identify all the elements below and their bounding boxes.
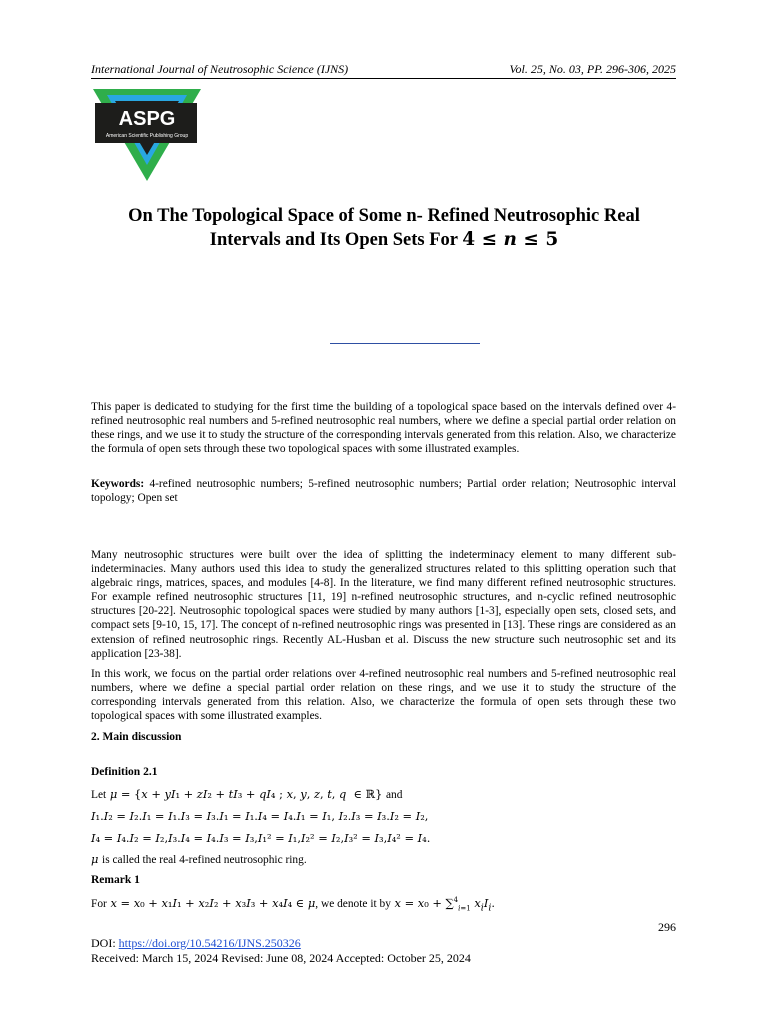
page-number: 296 — [658, 920, 676, 934]
journal-name: International Journal of Neutrosophic Science (IJNS) — [91, 62, 349, 76]
volume-info: Vol. 25, No. 03, PP. 296-306, 2025 — [509, 62, 676, 76]
remark-heading: Remark 1 — [91, 874, 140, 886]
received-dates: Received: March 15, 2024 Revised: June 08, 2024 Accepted: October 25, 2024 — [91, 951, 471, 965]
logo-text: ASPG — [118, 108, 176, 130]
aspg-logo — [93, 89, 201, 181]
abstract: This paper is dedicated to studying for the first time the building of a topological space based on the intervals defined over 4-refined neutrosophic real numbers and 5-refined neutrosophic real numbers, where we define a special partial order relation on these rings, and we use it to study the structure of the corresponding intervals generated from this relation. Also, we characterize the formula of open sets through these two topological spaces with some illustrated examples. — [91, 401, 676, 456]
remark-line: For x = x₀ + x₁I₁ + x₂I₂ + x₃I₃ + x₄I₄ ∈ μ, we denote it by x = x₀ + ∑$^4_{i=1}$ $x_iI_i$. — [91, 896, 495, 914]
definition-line-1: Let μ = {x + yI₁ + zI₂ + tI₃ + qI₄ ; x, y, z, t, q ∈ ℝ} and — [91, 787, 403, 801]
logo-subtitle: American Scientific Publishing Group — [105, 133, 189, 139]
title-line-1: On The Topological Space of Some n- Refined Neutrosophic Real — [128, 206, 640, 226]
paper-title — [80, 204, 688, 252]
intro-paragraph-2: In this work, we focus on the partial order relations over 4-refined neutrosophic real numbers and 5-refined neutrosophic real numbers, where we define a special partial order relation on these rings, and we use it to study the structure of the corresponding intervals generated from this relation. Also, we characterize the formula of open sets through these two topological spaces with some illustrated examples. — [91, 668, 676, 723]
definition-line-2: I₁.I₂ = I₂.I₁ = I₁.I₃ = I₃.I₁ = I₁.I₄ = I₄.I₁ = I₁, I₂.I₃ = I₃.I₂ = I₂, — [91, 809, 429, 823]
running-header — [91, 62, 676, 79]
intro-paragraph-1: Many neutrosophic structures were built over the idea of splitting the indeterminacy element to many different sub-indeterminacies. Many authors used this idea to study the generalized structures related to this splitting operation such that algebraic rings, matrices, spaces, and modules [4-8]. In the literature, we find many different refined neutrosophic structures. For example refined neutrosophic structures [11, 19] n-refined neutrosophic structures, and n-cyclic refined neutrosophic structures [20-22]. Neutrosophic topological spaces were studied by many authors [1-3], especially open sets, closed sets, and compact sets [9-10, 15, 17]. The concept of n-refined neutrosophic rings was presented in [13]. These rings are considered as an extension of refined neutrosophic rings. Recently AL-Husban et al. Discuss the new structure such neutrosophic set and its application [23-38]. — [91, 549, 676, 660]
keywords: Keywords: 4-refined neutrosophic numbers; 5-refined neutrosophic numbers; Partial order relation; Neutrosophic interval topology; Open set — [91, 478, 676, 505]
definition-line-4: μ is called the real 4-refined neutrosophic ring. — [91, 852, 307, 866]
doi-line: DOI: https://doi.org/10.54216/IJNS.250326 — [91, 936, 301, 950]
definition-line-3: I₄ = I₄.I₂ = I₂,I₃.I₄ = I₄.I₃ = I₃,I₁² = I₁,I₂² = I₂,I₃² = I₃,I₄² = I₄. — [91, 831, 431, 845]
section-heading: 2. Main discussion — [91, 731, 182, 743]
definition-heading: Definition 2.1 — [91, 766, 158, 778]
doi-link[interactable]: https://doi.org/10.54216/IJNS.250326 — [118, 936, 301, 950]
author-divider — [330, 343, 480, 344]
title-line-2: Intervals and Its Open Sets For 4 ≤ n ≤ 5 — [209, 229, 559, 250]
